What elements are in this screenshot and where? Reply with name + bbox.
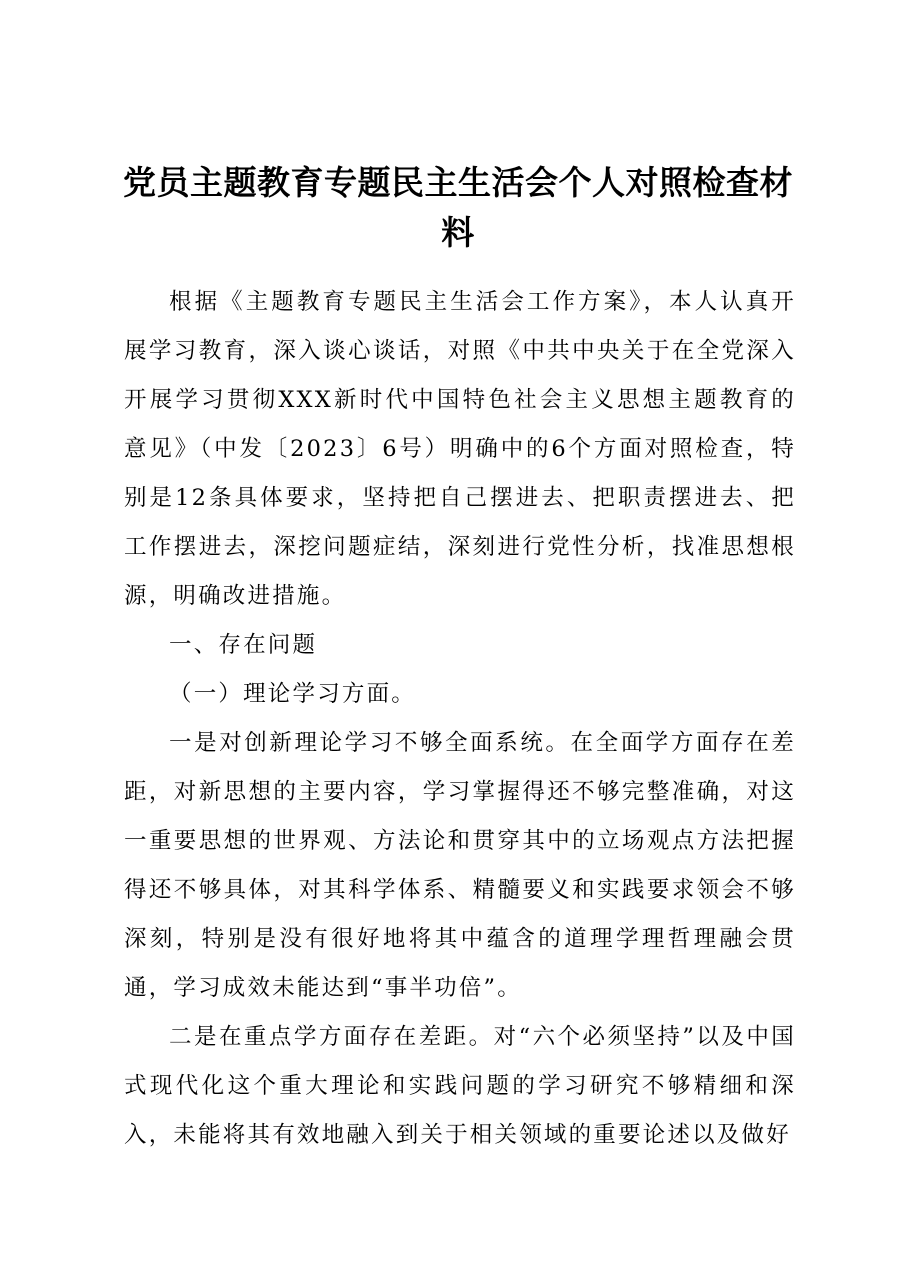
section-heading: 一、存在问题 [169,632,318,658]
document-title: 党员主题教育专题民主生活会个人对照检查材料 [123,163,793,252]
point-paragraph-1: 一是对创新理论学习不够全面系统。在全面学方面存在差距，对新思想的主要内容，学习掌握得还不够完整准确，对这一重要思想的世界观、方法论和贯穿其中的立场观点方法把握得还不够具体，对其科学体系、精髓要义和实践要求领会不够深刻，特别是没有很好地将其中蕴含的道理学理哲理融会贯通，学习成效未能达到“事半功倍”。 [124,730,796,1001]
point-paragraph-2: 二是在重点学方面存在差距。对“六个必须坚持”以及中国式现代化这个重大理论和实践问题的学习研究不够精细和深入，未能将其有效地融入到关于相关领域的重要论述以及做好 [124,1024,796,1148]
document-body [124,278,796,1160]
subsection-heading: （一）理论学习方面。 [169,681,417,707]
intro-paragraph: 根据《主题教育专题民主生活会工作方案》，本人认真开展学习教育，深入谈心谈话，对照《中共中央关于在全党深入开展学习贯彻XXX新时代中国特色社会主义思想主题教育的意见》（中发〔2023〕6号）明确中的6个方面对照检查，特别是12条具体要求，坚持把自己摆进去、把职责摆进去、把工作摆进去，深挖问题症结，深刻进行党性分析，找准思想根源，明确改进措施。 [124,289,796,609]
